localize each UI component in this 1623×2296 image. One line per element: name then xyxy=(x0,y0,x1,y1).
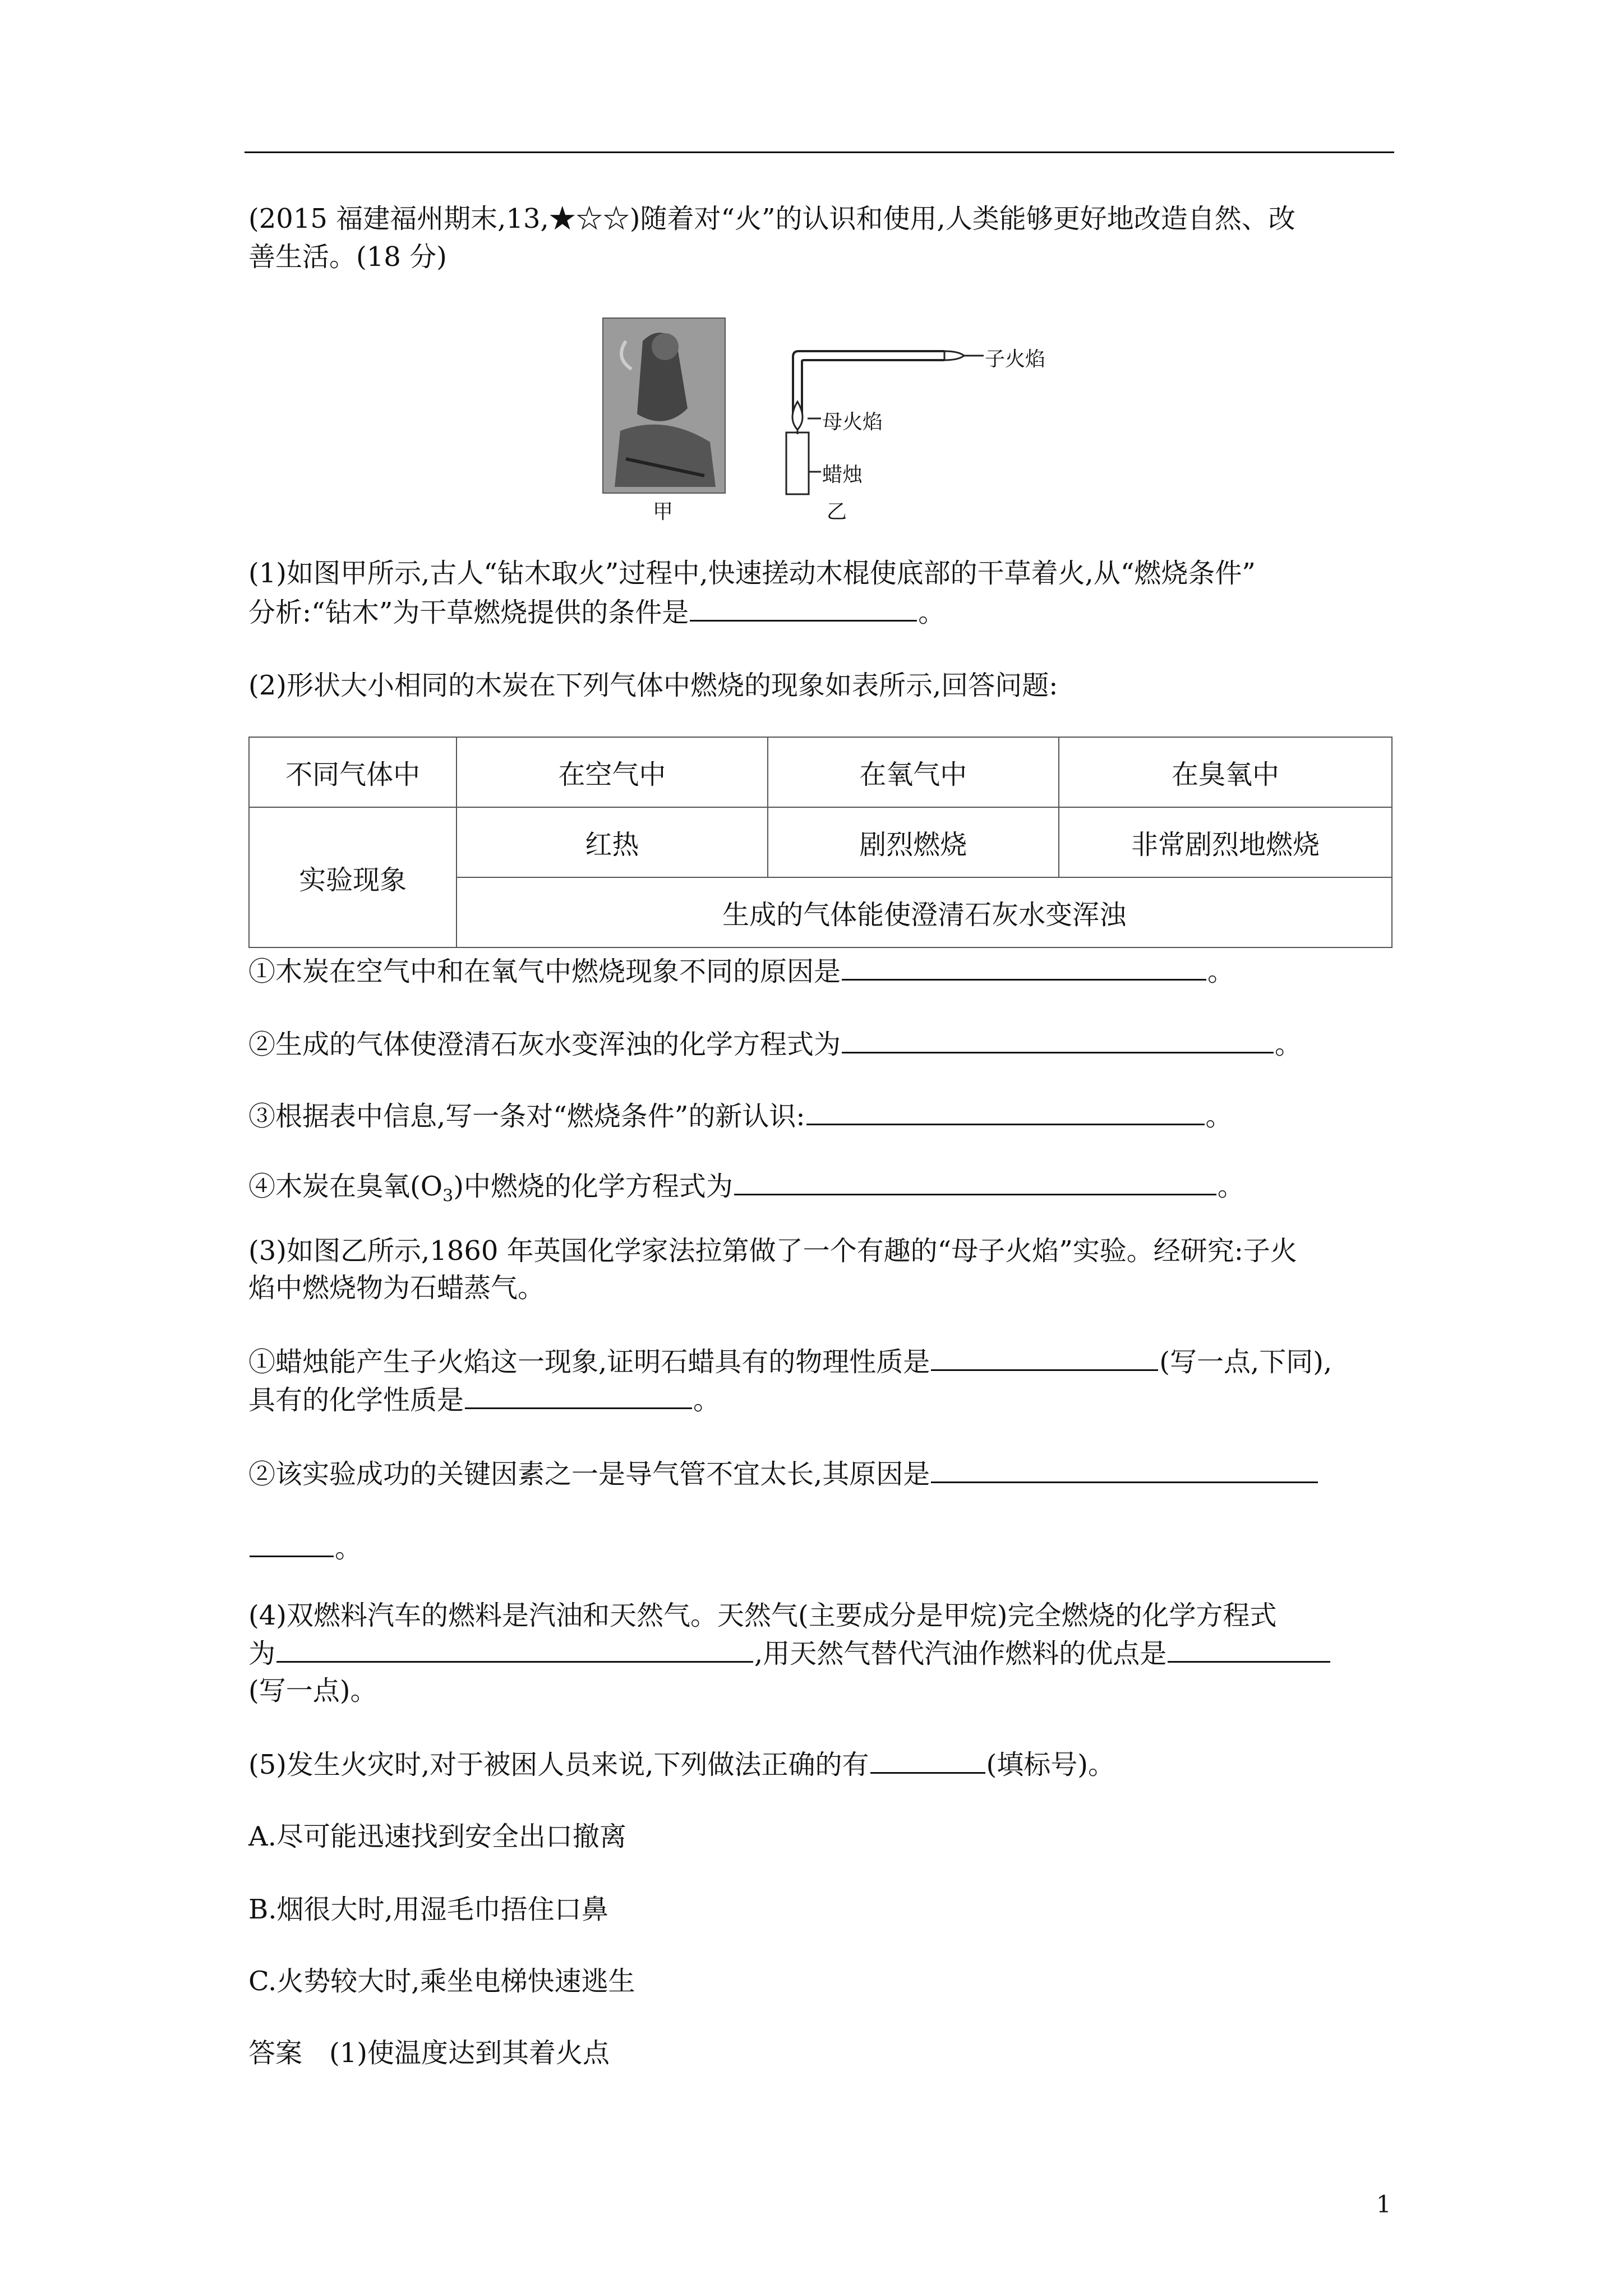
figure-label-jia: 甲 xyxy=(653,500,674,523)
answer-blank-6[interactable] xyxy=(931,1345,1158,1371)
q3-1-line-1 xyxy=(248,1344,1332,1380)
q2-4-subscript: 3 xyxy=(442,1186,454,1206)
answer-blank-4[interactable] xyxy=(806,1099,1205,1125)
part4-line-2 xyxy=(248,1636,1331,1672)
q3-2-text: ②该实验成功的关键因素之一是导气管不宜太长,其原因是 xyxy=(248,1458,930,1490)
table-cell-merged: 生成的气体能使澄清石灰水变浑浊 xyxy=(457,877,1392,947)
q2-4 xyxy=(248,1168,1244,1214)
drilling-wood-photo xyxy=(602,318,726,494)
q2-4-text-a: ④木炭在臭氧(O xyxy=(248,1171,443,1202)
part5-text-b: (填标号)。 xyxy=(986,1749,1115,1780)
part3-line-1: (3)如图乙所示,1860 年英国化学家法拉第做了一个有趣的“母子火焰”实验。经研究:子火 xyxy=(248,1235,1297,1267)
q3-1-text-b: (写一点,下同), xyxy=(1159,1346,1332,1378)
part4-line-3: (写一点)。 xyxy=(248,1675,377,1706)
q2-3-text: ③根据表中信息,写一条对“燃烧条件”的新认识: xyxy=(248,1101,805,1132)
q2-3 xyxy=(248,1098,1233,1134)
intro-line-2: 善生活。(18 分) xyxy=(248,241,447,273)
q2-1 xyxy=(248,954,1234,990)
table-cell-ozone: 非常剧烈地燃烧 xyxy=(1059,807,1392,877)
q3-1-period: 。 xyxy=(693,1384,721,1416)
table-row-label: 实验现象 xyxy=(249,807,457,947)
answer-blank-3[interactable] xyxy=(842,1027,1274,1053)
q3-1-line-2 xyxy=(248,1382,720,1418)
drilling-wood-illustration xyxy=(603,319,725,493)
label-mother-flame: 母火焰 xyxy=(822,411,883,434)
header-rule xyxy=(245,151,1394,153)
answer-blank-11[interactable] xyxy=(870,1747,985,1774)
q3-1-text-a: ①蜡烛能产生子火焰这一现象,证明石蜡具有的物理性质是 xyxy=(248,1346,930,1378)
table-header-air: 在空气中 xyxy=(457,737,767,807)
q2-2-text: ②生成的气体使澄清石灰水变浑浊的化学方程式为 xyxy=(248,1029,841,1060)
label-candle: 蜡烛 xyxy=(822,463,863,486)
table-header-oxygen: 在氧气中 xyxy=(768,737,1059,807)
table-cell-oxygen: 剧烈燃烧 xyxy=(768,807,1059,877)
answer-blank-7[interactable] xyxy=(465,1383,692,1409)
part4-text-a: 为 xyxy=(248,1638,276,1669)
part5-text-a: (5)发生火灾时,对于被困人员来说,下列做法正确的有 xyxy=(248,1749,869,1780)
q2-2-period: 。 xyxy=(1275,1029,1302,1060)
part1-text: 分析:“钻木”为干草燃烧提供的条件是 xyxy=(248,597,689,628)
q3-1-text-c: 具有的化学性质是 xyxy=(248,1384,464,1416)
part3-line-2: 焰中燃烧物为石蜡蒸气。 xyxy=(248,1272,545,1304)
answer-blank-10[interactable] xyxy=(1168,1636,1330,1663)
answer-line: 答案 (1)使温度达到其着火点 xyxy=(248,2037,610,2069)
part1-line-2 xyxy=(248,595,945,631)
q2-3-period: 。 xyxy=(1205,1101,1233,1132)
q2-2 xyxy=(248,1027,1302,1062)
part1-line-1: (1)如图甲所示,古人“钻木取火”过程中,快速搓动木棍使底部的干草着火,从“燃烧条件” xyxy=(248,558,1256,589)
q2-4-text-b: )中燃烧的化学方程式为 xyxy=(453,1171,733,1202)
answer-blank-9[interactable] xyxy=(276,1636,753,1663)
part2-intro: (2)形状大小相同的木炭在下列气体中燃烧的现象如表所示,回答问题: xyxy=(248,670,1058,701)
q3-2-line-1 xyxy=(248,1456,1319,1492)
q2-1-period: 。 xyxy=(1207,956,1235,987)
q2-1-text: ①木炭在空气中和在氧气中燃烧现象不同的原因是 xyxy=(248,956,841,987)
part4-text-b: ,用天然气替代汽油作燃料的优点是 xyxy=(754,1638,1167,1669)
part4-line-1: (4)双燃料汽车的燃料是汽油和天然气。天然气(主要成分是甲烷)完全燃烧的化学方程式 xyxy=(248,1600,1277,1631)
option-a: A.尽可能迅速找到安全出口撤离 xyxy=(248,1821,626,1852)
part1-period: 。 xyxy=(918,597,946,628)
q3-2-line-2 xyxy=(248,1530,362,1566)
answer-blank-8[interactable] xyxy=(931,1457,1318,1483)
page-number: 1 xyxy=(1376,2191,1391,2218)
label-child-flame: 子火焰 xyxy=(985,348,1046,371)
table-header-ozone: 在臭氧中 xyxy=(1059,737,1392,807)
figure-label-yi: 乙 xyxy=(827,500,847,523)
answer-blank-2[interactable] xyxy=(842,954,1206,981)
intro-line-1: (2015 福建福州期末,13,★☆☆)随着对“火”的认识和使用,人类能够更好地改造自然、改 xyxy=(248,203,1295,234)
answer-blank-1[interactable] xyxy=(690,595,917,622)
observation-table xyxy=(248,737,1393,948)
table-cell-air: 红热 xyxy=(457,807,767,877)
answer-blank-8-cont[interactable] xyxy=(250,1531,334,1557)
table-header-gas: 不同气体中 xyxy=(249,737,457,807)
answer-blank-5[interactable] xyxy=(734,1169,1216,1195)
q2-4-period: 。 xyxy=(1217,1171,1244,1202)
option-b: B.烟很大时,用湿毛巾捂住口鼻 xyxy=(248,1894,608,1925)
q3-2-period: 。 xyxy=(335,1533,362,1564)
option-c: C.火势较大时,乘坐电梯快速逃生 xyxy=(248,1966,635,1997)
figure xyxy=(602,318,1060,531)
part5 xyxy=(248,1747,1115,1783)
